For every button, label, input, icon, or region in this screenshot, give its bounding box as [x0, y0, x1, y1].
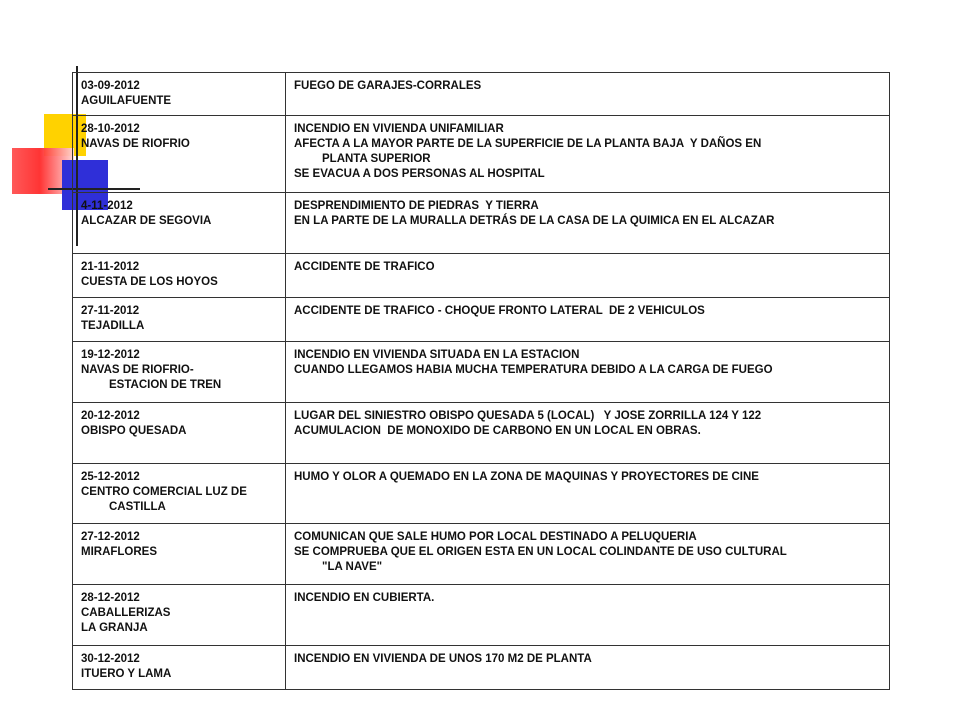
incident-place: NAVAS DE RIOFRIO- — [81, 364, 194, 376]
description-cell — [286, 524, 890, 585]
incident-date: 30-12-2012 — [81, 653, 140, 665]
description-cell — [286, 464, 890, 524]
incident-place: ITUERO Y LAMA — [81, 668, 172, 680]
table-row — [73, 524, 890, 585]
table-row — [73, 193, 890, 254]
incident-place: CASTILLA — [109, 501, 166, 513]
incident-place: ALCAZAR DE SEGOVIA — [81, 215, 212, 227]
description-line: SE COMPRUEBA QUE EL ORIGEN ESTA EN UN LOCAL COLINDANTE DE USO CULTURAL — [294, 546, 787, 558]
incident-date: 03-09-2012 — [81, 80, 140, 92]
incident-date: 28-12-2012 — [81, 592, 140, 604]
incident-date: 27-11-2012 — [81, 305, 140, 317]
incident-date: 4-11-2012 — [81, 200, 133, 212]
date-place-cell — [73, 403, 286, 464]
incident-place: MIRAFLORES — [81, 546, 158, 558]
description-line: FUEGO DE GARAJES-CORRALES — [294, 80, 482, 92]
date-place-cell — [73, 585, 286, 646]
description-line: LUGAR DEL SINIESTRO OBISPO QUESADA 5 (LOCAL) Y JOSE ZORRILLA 124 Y 122 — [294, 410, 762, 422]
description-cell — [286, 342, 890, 403]
description-line: COMUNICAN QUE SALE HUMO POR LOCAL DESTINADO A PELUQUERIA — [294, 531, 697, 543]
date-place-cell — [73, 524, 286, 585]
description-cell — [286, 116, 890, 193]
description-cell — [286, 298, 890, 342]
incident-place: ESTACION DE TREN — [109, 379, 222, 391]
table-row — [73, 298, 890, 342]
incident-place: TEJADILLA — [81, 320, 145, 332]
incident-place: AGUILAFUENTE — [81, 95, 172, 107]
description-line: AFECTA A LA MAYOR PARTE DE LA SUPERFICIE DE LA PLANTA BAJA Y DAÑOS EN — [294, 138, 762, 150]
table-row — [73, 585, 890, 646]
description-cell — [286, 403, 890, 464]
incident-date: 28-10-2012 — [81, 123, 140, 135]
description-line: CUANDO LLEGAMOS HABIA MUCHA TEMPERATURA DEBIDO A LA CARGA DE FUEGO — [294, 364, 773, 376]
description-cell — [286, 73, 890, 116]
description-line: EN LA PARTE DE LA MURALLA DETRÁS DE LA CASA DE LA QUIMICA EN EL ALCAZAR — [294, 215, 775, 227]
table-row — [73, 116, 890, 193]
date-place-cell — [73, 464, 286, 524]
incident-place: NAVAS DE RIOFRIO — [81, 138, 190, 150]
incident-place: LA GRANJA — [81, 622, 148, 634]
description-line: ACCIDENTE DE TRAFICO - CHOQUE FRONTO LATERAL DE 2 VEHICULOS — [294, 305, 705, 317]
description-cell — [286, 254, 890, 298]
date-place-cell — [73, 646, 286, 690]
description-line: DESPRENDIMIENTO DE PIEDRAS Y TIERRA — [294, 200, 539, 212]
description-line: INCENDIO EN VIVIENDA DE UNOS 170 M2 DE PLANTA — [294, 653, 592, 665]
incident-place: CABALLERIZAS — [81, 607, 171, 619]
description-line: SE EVACUA A DOS PERSONAS AL HOSPITAL — [294, 168, 545, 180]
description-cell — [286, 646, 890, 690]
incident-place: OBISPO QUESADA — [81, 425, 187, 437]
table-row — [73, 464, 890, 524]
incident-table — [72, 72, 890, 690]
date-place-cell — [73, 254, 286, 298]
table-row — [73, 254, 890, 298]
incident-date: 20-12-2012 — [81, 410, 140, 422]
date-place-cell — [73, 193, 286, 254]
incident-date: 25-12-2012 — [81, 471, 140, 483]
description-line: HUMO Y OLOR A QUEMADO EN LA ZONA DE MAQUINAS Y PROYECTORES DE CINE — [294, 471, 759, 483]
description-cell — [286, 193, 890, 254]
table-row — [73, 646, 890, 690]
incident-date: 27-12-2012 — [81, 531, 140, 543]
incident-place: CUESTA DE LOS HOYOS — [81, 276, 218, 288]
description-cell — [286, 585, 890, 646]
table-row — [73, 73, 890, 116]
incident-date: 19-12-2012 — [81, 349, 140, 361]
date-place-cell — [73, 342, 286, 403]
description-line: ACUMULACION DE MONOXIDO DE CARBONO EN UN LOCAL EN OBRAS. — [294, 425, 701, 437]
table-row — [73, 342, 890, 403]
incident-place: CENTRO COMERCIAL LUZ DE — [81, 486, 247, 498]
description-line: ACCIDENTE DE TRAFICO — [294, 261, 435, 273]
incident-date: 21-11-2012 — [81, 261, 140, 273]
date-place-cell — [73, 116, 286, 193]
description-line: INCENDIO EN VIVIENDA UNIFAMILIAR — [294, 123, 504, 135]
description-line: INCENDIO EN VIVIENDA SITUADA EN LA ESTACION — [294, 349, 580, 361]
description-line: "LA NAVE" — [322, 561, 383, 573]
description-line: PLANTA SUPERIOR — [322, 153, 431, 165]
date-place-cell — [73, 73, 286, 116]
table-row — [73, 403, 890, 464]
description-line: INCENDIO EN CUBIERTA. — [294, 592, 435, 604]
date-place-cell — [73, 298, 286, 342]
